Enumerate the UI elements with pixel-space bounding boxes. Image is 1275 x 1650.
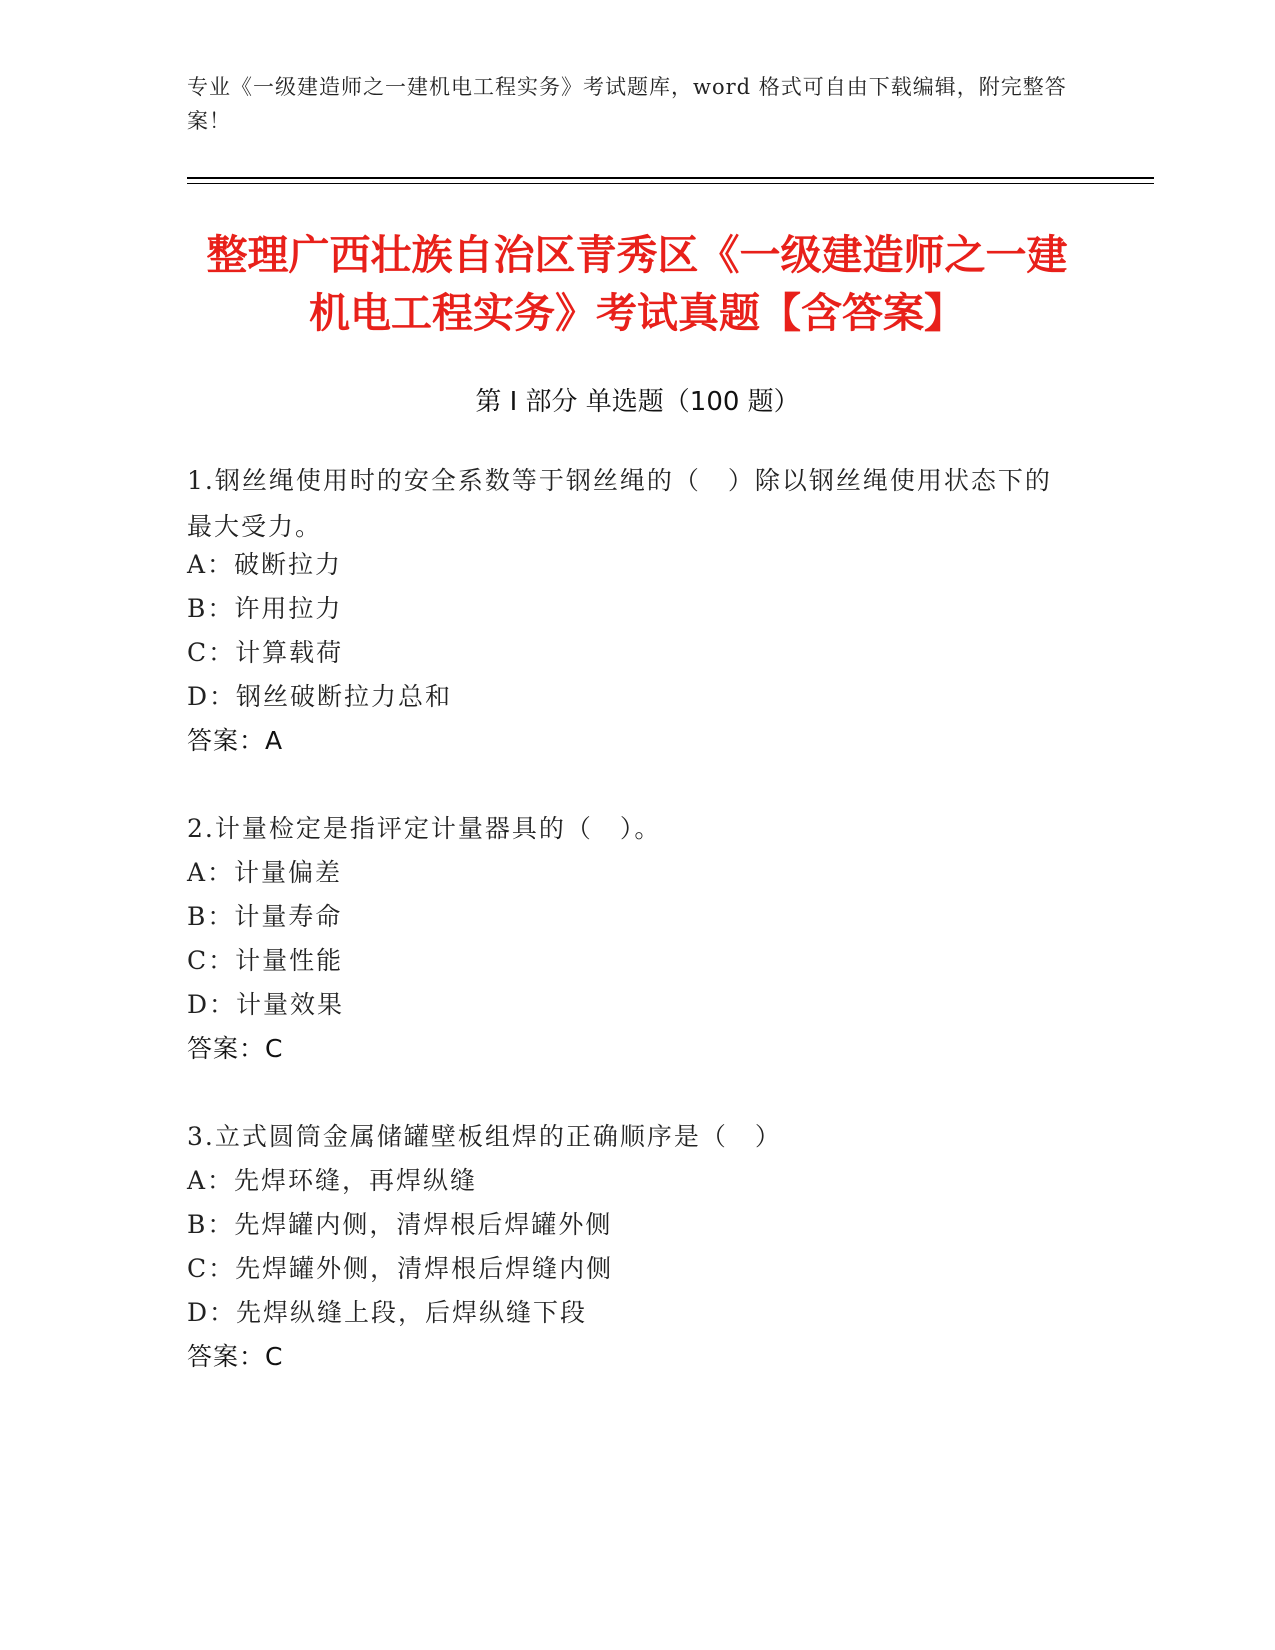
question-1-text: 1.钢丝绳使用时的安全系数等于钢丝绳的（ ）除以钢丝绳使用状态下的最大受力。 (187, 466, 1052, 541)
question-1-option-b: B：许用拉力 (187, 594, 343, 623)
document-title: 整理广西壮族自治区青秀区《一级建造师之一建机电工程实务》考试真题【含答案】 (206, 231, 1068, 337)
question-3-text: 3.立式圆筒金属储罐壁板组焊的正确顺序是（ ） (187, 1122, 782, 1151)
question-2-option-d: D：计量效果 (187, 990, 345, 1019)
question-2-text: 2.计量检定是指评定计量器具的（ ）。 (187, 814, 662, 843)
question-2-option-a: A：计量偏差 (187, 858, 343, 887)
question-1-option-a: A：破断拉力 (187, 550, 343, 579)
question-2-answer: 答案：C (187, 1034, 284, 1063)
question-1-answer: 答案：A (187, 726, 284, 755)
section-title: 第 I 部分 单选题（100 题） (475, 387, 800, 417)
question-3-option-c: C：先焊罐外侧，清焊根后焊缝内侧 (187, 1254, 614, 1283)
question-3-option-d: D：先焊纵缝上段，后焊纵缝下段 (187, 1298, 588, 1327)
question-3-option-a: A：先焊环缝，再焊纵缝 (187, 1166, 478, 1195)
question-2-option-b: B：计量寿命 (187, 902, 343, 931)
header-divider-thin (187, 183, 1154, 184)
question-3-answer: 答案：C (187, 1342, 284, 1371)
question-2-option-c: C：计量性能 (187, 946, 344, 975)
question-3-option-b: B：先焊罐内侧，清焊根后焊罐外侧 (187, 1210, 613, 1239)
question-1-option-c: C：计算载荷 (187, 638, 344, 667)
question-1-option-d: D：钢丝破断拉力总和 (187, 682, 453, 711)
header-note: 专业《一级建造师之一建机电工程实务》考试题库，word 格式可自由下载编辑，附完整答案！ (187, 75, 1067, 133)
header-divider-thick (187, 177, 1154, 179)
